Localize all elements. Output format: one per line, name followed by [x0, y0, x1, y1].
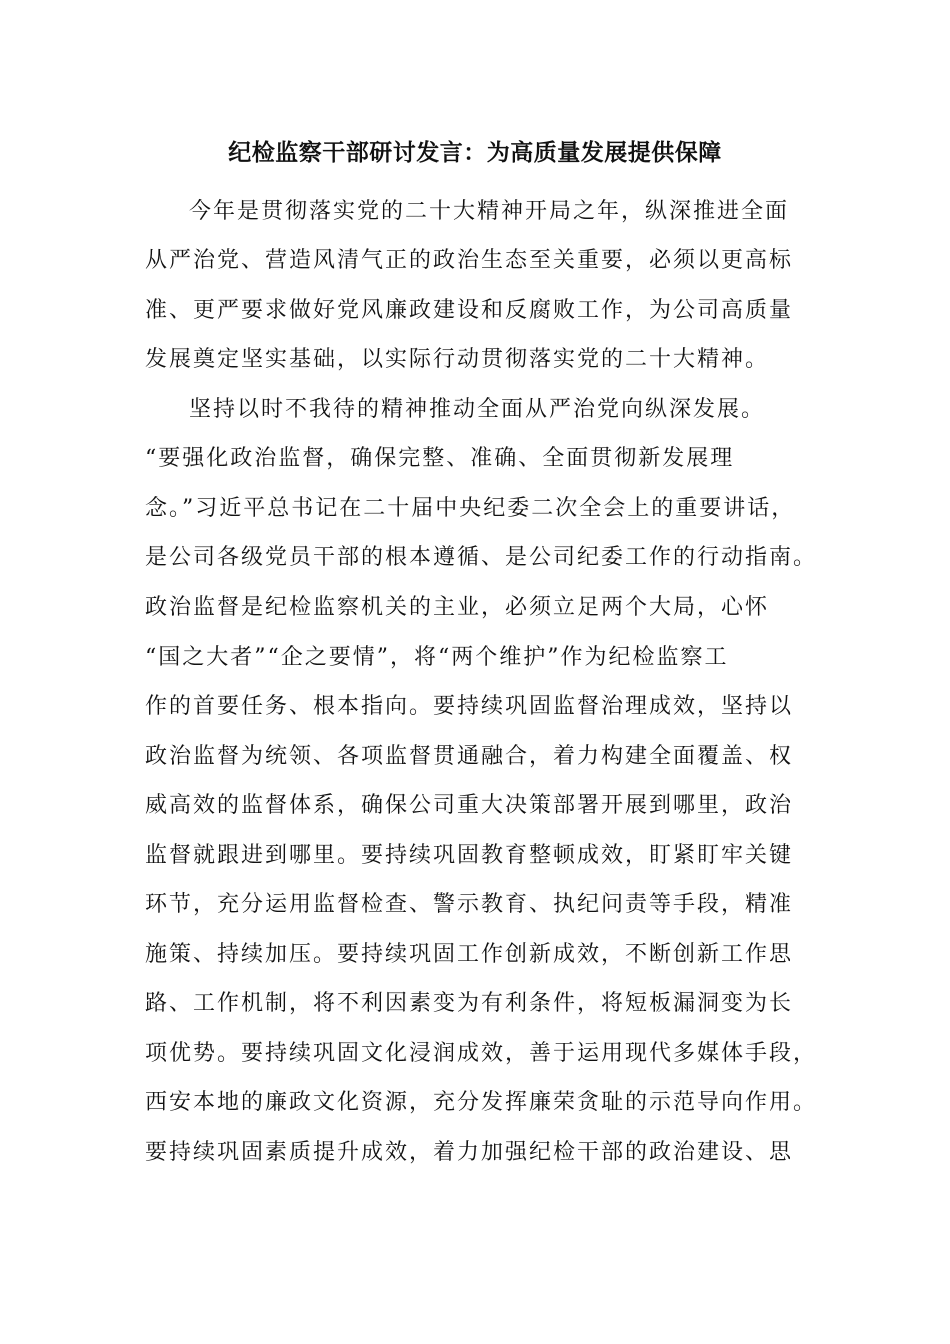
- paragraph-line: 环节，充分运用监督检查、警示教育、执纪问责等手段，精准: [145, 892, 794, 917]
- document-title: 纪检监察干部研讨发言：为高质量发展提供保障: [228, 140, 722, 166]
- paragraph-line: 西安本地的廉政文化资源，充分发挥廉荣贪耻的示范导向作用。: [145, 1090, 818, 1115]
- paragraph-line: 从严治党、营造风清气正的政治生态至关重要，必须以更高标: [145, 248, 794, 273]
- paragraph-line: 今年是贯彻落实党的二十大精神开局之年，纵深推进全面: [189, 199, 790, 224]
- paragraph-line: 路、工作机制，将不利因素变为有利条件，将短板漏洞变为长: [145, 991, 794, 1016]
- paragraph-line: 项优势。要持续巩固文化浸润成效，善于运用现代多媒体手段，: [145, 1041, 818, 1066]
- paragraph-line: 政治监督是纪检监察机关的主业，必须立足两个大局，心怀: [145, 595, 770, 620]
- paragraph-line: 作的首要任务、根本指向。要持续巩固监督治理成效，坚持以: [145, 694, 794, 719]
- paragraph-line: 威高效的监督体系，确保公司重大决策部署开展到哪里，政治: [145, 793, 794, 818]
- paragraph-line: 念。”习近平总书记在二十届中央纪委二次全会上的重要讲话，: [145, 496, 796, 521]
- paragraph-line: 坚持以时不我待的精神推动全面从严治党向纵深发展。: [189, 397, 766, 422]
- paragraph-line: 发展奠定坚实基础，以实际行动贯彻落实党的二十大精神。: [145, 347, 770, 372]
- paragraph-line: “国之大者”“企之要情”，将“两个维护”作为纪检监察工: [145, 645, 729, 670]
- paragraph-line: 政治监督为统领、各项监督贯通融合，着力构建全面覆盖、权: [145, 744, 794, 769]
- paragraph-line: “要强化政治监督，确保完整、准确、全面贯彻新发展理: [145, 446, 735, 471]
- paragraph-line: 是公司各级党员干部的根本遵循、是公司纪委工作的行动指南。: [145, 545, 818, 570]
- paragraph-line: 准、更严要求做好党风廉政建设和反腐败工作，为公司高质量: [145, 298, 794, 323]
- paragraph-line: 施策、持续加压。要持续巩固工作创新成效，不断创新工作思: [145, 942, 794, 967]
- paragraph-line: 要持续巩固素质提升成效，着力加强纪检干部的政治建设、思: [145, 1140, 794, 1165]
- paragraph-line: 监督就跟进到哪里。要持续巩固教育整顿成效，盯紧盯牢关键: [145, 843, 794, 868]
